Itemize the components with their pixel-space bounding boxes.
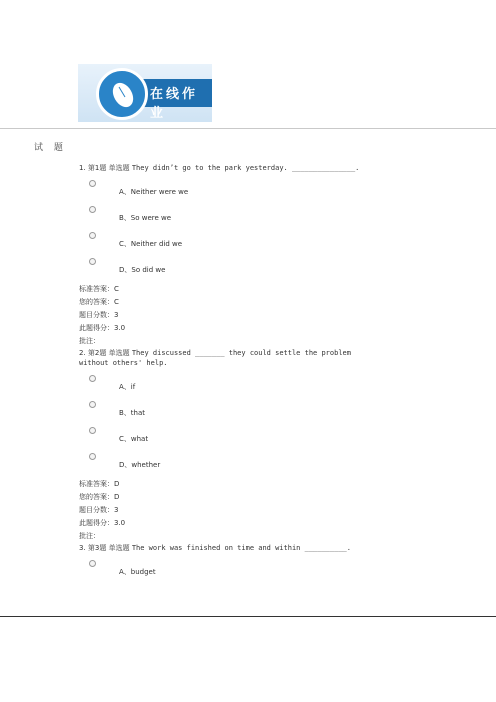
radio-icon[interactable] xyxy=(89,453,96,460)
your-answer: 您的答案：D xyxy=(79,493,120,501)
option-2a[interactable]: A、if xyxy=(79,374,379,400)
option-1a[interactable]: A、Neither were we xyxy=(79,179,379,205)
section-title: 试 题 xyxy=(34,143,67,153)
mouse-icon xyxy=(96,68,148,120)
logo xyxy=(78,64,212,122)
note: 批注： xyxy=(79,532,100,540)
earned-score: 此题得分：3.0 xyxy=(79,324,126,332)
question-score: 题目分数：3 xyxy=(79,311,119,319)
option-2c[interactable]: C、what xyxy=(79,426,379,452)
your-answer: 您的答案：C xyxy=(79,298,119,306)
question-1-title: 1. 第1题 单选题 They didn’t go to the park yesterday. _______________. xyxy=(79,164,360,172)
radio-icon[interactable] xyxy=(89,375,96,382)
top-divider xyxy=(0,128,496,129)
radio-icon[interactable] xyxy=(89,560,96,567)
option-3a[interactable]: A、budget xyxy=(79,559,379,585)
radio-icon[interactable] xyxy=(89,401,96,408)
question-list xyxy=(79,163,379,585)
option-1c[interactable]: C、Neither did we xyxy=(79,231,379,257)
option-1b[interactable]: B、So were we xyxy=(79,205,379,231)
radio-icon[interactable] xyxy=(89,258,96,265)
question-3-title: 3. 第3题 单选题 The work was finished on time and within __________. xyxy=(79,544,351,552)
earned-score: 此题得分：3.0 xyxy=(79,519,126,527)
option-2b[interactable]: B、that xyxy=(79,400,379,426)
option-2d[interactable]: D、whether xyxy=(79,452,379,478)
standard-answer: 标准答案：D xyxy=(79,480,120,488)
option-1d[interactable]: D、So did we xyxy=(79,257,379,283)
note: 批注： xyxy=(79,337,100,345)
question-score: 题目分数：3 xyxy=(79,506,119,514)
bottom-divider xyxy=(0,616,496,617)
standard-answer: 标准答案：C xyxy=(79,285,119,293)
question-2-results xyxy=(79,478,379,543)
radio-icon[interactable] xyxy=(89,427,96,434)
radio-icon[interactable] xyxy=(89,232,96,239)
question-1-results xyxy=(79,283,379,348)
radio-icon[interactable] xyxy=(89,180,96,187)
question-2-title: 2. 第2题 单选题 They discussed _______ they could settle the problem without others' help. xyxy=(79,349,351,367)
radio-icon[interactable] xyxy=(89,206,96,213)
logo-text: 在线作业 xyxy=(150,87,199,121)
